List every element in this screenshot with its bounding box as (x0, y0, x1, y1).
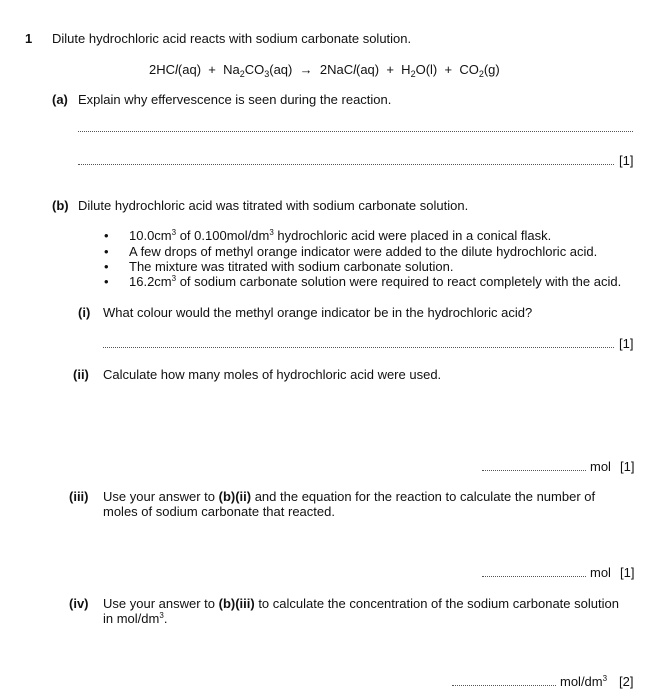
marks-iii: [1] (620, 565, 635, 580)
unit-ii: mol (590, 459, 611, 474)
bullet-item-2: A few drops of methyl orange indicator were added to the dilute hydrochloric acid. (129, 244, 598, 259)
part-a-text: Explain why effervescence is seen during the reaction. (78, 92, 392, 107)
marks-i: [1] (619, 336, 634, 351)
bullet-item-4: $16.2cm^3$ of sodium carbonate solution were required to react completely with the acid. (129, 274, 622, 289)
sub-iv-label: (iv) (69, 596, 89, 611)
bullet-icon: • (104, 274, 109, 289)
answer-line-iii[interactable] (482, 576, 586, 577)
sub-iv-text: Use your answer to (b)(iii) to calculate the concentration of the sodium carbonate solution in mol/$dm^3$. (103, 596, 619, 626)
bullet-item-3: The mixture was titrated with sodium carbonate solution. (129, 259, 454, 274)
part-b-text: Dilute hydrochloric acid was titrated with sodium carbonate solution. (78, 198, 469, 213)
bullet-icon: • (104, 259, 109, 274)
bullet-icon: • (104, 228, 109, 243)
marks-a: [1] (619, 153, 634, 168)
part-a-label: (a) (52, 92, 68, 107)
sub-ii-text: Calculate how many moles of hydrochloric acid were used. (103, 367, 442, 382)
sub-ii-label: (ii) (73, 367, 89, 382)
sub-iii-label: (iii) (69, 489, 89, 504)
question-stem: Dilute hydrochloric acid reacts with sodium carbonate solution. (52, 31, 412, 46)
answer-line-ii[interactable] (482, 470, 586, 471)
sub-iii-text: Use your answer to (b)(ii) and the equation for the reaction to calculate the number of moles of sodium carbonate that reacted. (103, 489, 596, 519)
sub-i-label: (i) (78, 305, 91, 320)
part-b-label: (b) (52, 198, 69, 213)
bullet-icon: • (104, 244, 109, 259)
question-number: 1 (25, 31, 33, 46)
sub-i-text: What colour would the methyl orange indicator be in the hydrochloric acid? (103, 305, 533, 320)
unit-iv: mol/$dm^3$ (560, 674, 608, 689)
bullet-item-1: $10.0cm^3$ of $0.100mol/dm^3$ hydrochloric acid were placed in a conical flask. (129, 228, 552, 243)
answer-line-a-2[interactable] (78, 164, 614, 165)
answer-line-i[interactable] (103, 347, 614, 348)
marks-iv: [2] (619, 674, 634, 689)
marks-ii: [1] (620, 459, 635, 474)
chemical-equation: $2HCl(aq) + Na_2CO_3(aq)$ → 2NaCl(aq) + $H_2O(l) + CO_2(g)$ (149, 62, 500, 79)
unit-iii: mol (590, 565, 611, 580)
answer-line-iv[interactable] (452, 685, 556, 686)
reaction-arrow: → (299, 62, 313, 77)
answer-line-a-1[interactable] (78, 131, 633, 132)
